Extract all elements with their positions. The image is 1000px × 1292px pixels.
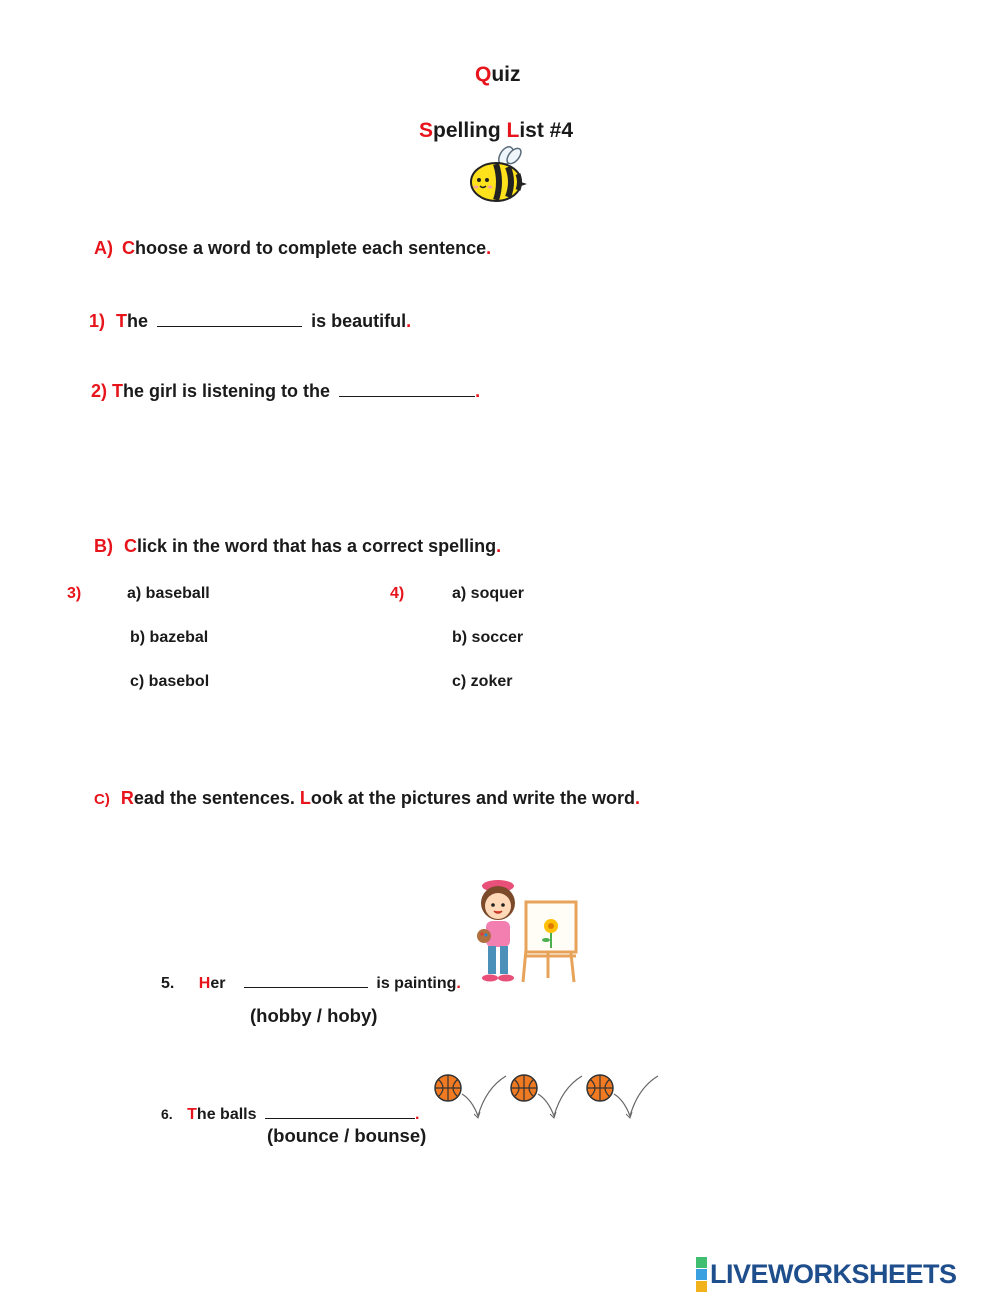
q6-answer-blank[interactable]: [265, 1103, 415, 1119]
q3-option-b[interactable]: b) bazebal: [130, 629, 209, 646]
q5-answer-blank[interactable]: [244, 972, 368, 988]
question-2: 2) The girl is listening to the .: [91, 381, 481, 401]
question-4-number: 4): [390, 585, 405, 602]
q4-option-c[interactable]: c) zoker: [452, 673, 513, 690]
q2-answer-blank[interactable]: [339, 381, 475, 397]
liveworksheets-logo: LIVEWORKSHEETS: [696, 1257, 957, 1292]
basketball-icon: [511, 1075, 582, 1118]
question-1: 1) The is beautiful.: [89, 311, 412, 331]
spelling-list-title: Spelling List #4: [419, 119, 574, 142]
q1-answer-blank[interactable]: [157, 311, 302, 327]
q6-hint: (bounce / bounse): [267, 1125, 427, 1146]
q4-option-b[interactable]: b) soccer: [452, 629, 524, 646]
section-c-heading: C) Read the sentences. Look at the pictures and write the word.: [94, 788, 640, 808]
basketball-icon: [587, 1075, 658, 1118]
question-5: 5. Her is painting.: [161, 972, 461, 993]
section-b-heading: B) Click in the word that has a correct spelling.: [94, 536, 502, 556]
bouncing-balls-illustration: [428, 1068, 664, 1122]
question-6: 6. The balls .: [161, 1103, 419, 1124]
q4-option-a[interactable]: a) soquer: [452, 585, 525, 602]
section-a-heading: A) Choose a word to complete each sentence.: [94, 238, 492, 258]
basketball-icon: [435, 1075, 506, 1118]
question-3-number: 3): [67, 585, 82, 602]
q3-option-c[interactable]: c) basebol: [130, 673, 210, 690]
q3-option-a[interactable]: a) baseball: [127, 585, 210, 602]
logo-blocks-icon: [696, 1257, 707, 1292]
bee-icon: [466, 142, 530, 206]
girl-painting-illustration: [468, 878, 583, 990]
q5-hint: (hobby / hoby): [250, 1005, 378, 1026]
quiz-title: Quiz: [475, 63, 521, 86]
